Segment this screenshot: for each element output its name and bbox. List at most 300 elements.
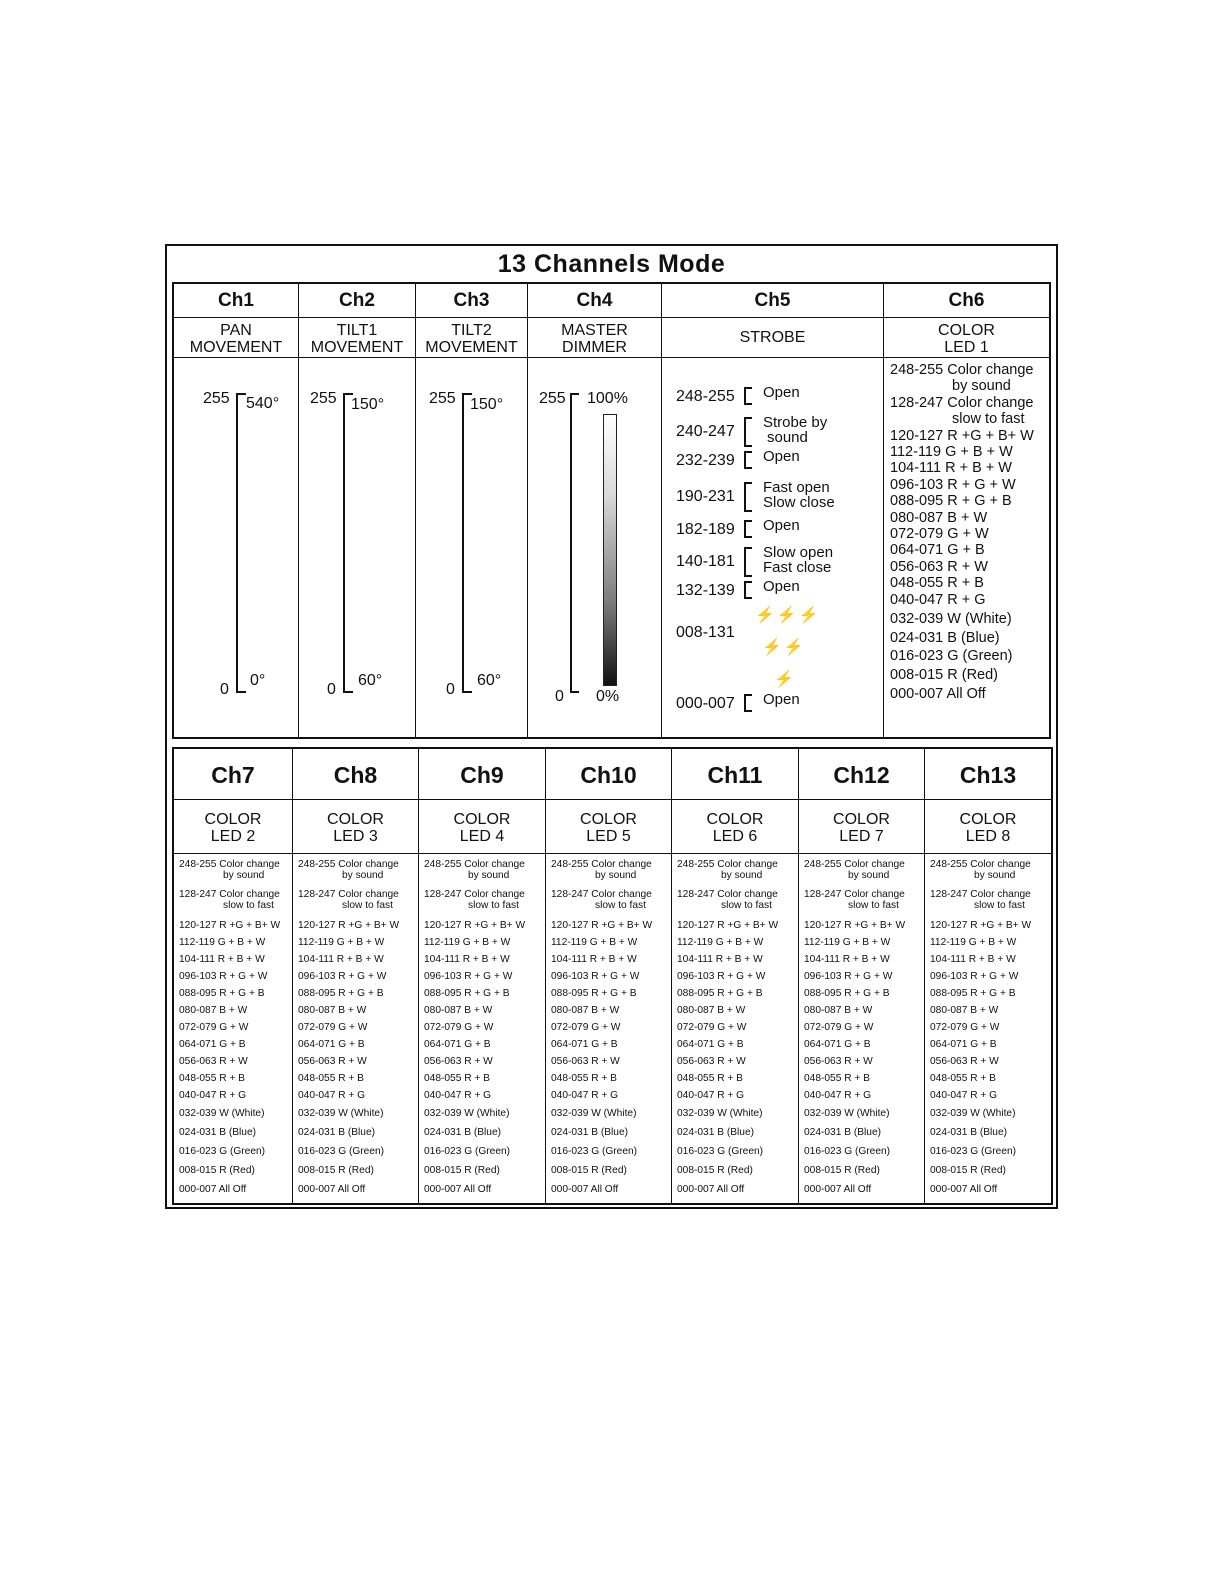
led-value-text: 008-015 R (Red) [930, 1165, 1006, 1176]
strobe-description [763, 449, 800, 464]
scale-top-value: 255 [310, 390, 337, 407]
led-value-text: 120-127 R +G + B+ W [930, 920, 1032, 931]
led-value-list [930, 857, 1050, 1199]
led-value-text: 048-055 R + B [298, 1073, 364, 1084]
led-value-row [424, 1053, 544, 1070]
strobe-bracket [744, 451, 752, 469]
led-value-text: 128-247 Color change [424, 889, 525, 900]
top-channel-table [172, 282, 1051, 739]
led-value-text: 096-103 R + G + W [179, 971, 268, 982]
led-value-text: 056-063 R + W [930, 1056, 999, 1067]
led-value-text: 080-087 B + W [930, 1005, 999, 1016]
channel-function [174, 800, 292, 854]
led-value-text: 064-071 G + B [930, 1039, 997, 1050]
led-value-row [804, 1087, 923, 1104]
led-value-row [890, 428, 1047, 444]
led-value-row [298, 1036, 417, 1053]
led-value-text: 048-055 R + B [179, 1073, 245, 1084]
led-value-row [930, 1053, 1050, 1070]
led-value-row [930, 857, 1050, 887]
led-value-row [930, 1019, 1050, 1036]
led-value-text: 016-023 G (Green) [298, 1146, 385, 1157]
led-value-text: 248-255 Color change [424, 859, 525, 870]
led-value-row [179, 1123, 291, 1142]
led-value-row [890, 526, 1047, 542]
led-value-text: 064-071 G + B [298, 1039, 365, 1050]
scale-top-value: 255 [203, 390, 230, 407]
strobe-description [763, 545, 833, 575]
led-value-text: 032-039 W (White) [551, 1108, 637, 1119]
channel-column-ch13 [925, 749, 1051, 1203]
led-value-text: 024-031 B (Blue) [551, 1127, 629, 1138]
led-value-text: 120-127 R +G + B+ W [890, 427, 1034, 444]
range-scale [299, 359, 415, 737]
channel-function [925, 800, 1051, 854]
function-line: COLOR [959, 811, 1017, 828]
strobe-description [763, 692, 800, 707]
scale-bottom-percent: 0% [596, 688, 620, 705]
led-value-row [930, 1002, 1050, 1019]
scale-top-value: 255 [429, 390, 456, 407]
led-value-row [424, 887, 544, 917]
channel-column-ch7 [174, 749, 293, 1203]
led-value-text: 112-119 G + B + W [179, 937, 266, 948]
function-line: COLOR [453, 811, 511, 828]
led-value-text: 104-111 R + B + W [890, 460, 1012, 477]
led-value-row [890, 444, 1047, 460]
led-value-text: 016-023 G (Green) [804, 1146, 891, 1157]
led-value-text: 072-079 G + W [890, 526, 989, 543]
led-value-text: 032-039 W (White) [298, 1108, 384, 1119]
strobe-range: 182-189 [676, 521, 735, 538]
channel-function [546, 800, 671, 854]
strobe-list [662, 359, 883, 737]
led-value-row [890, 362, 1047, 395]
led-value-row [298, 1104, 417, 1123]
led-value-row [930, 985, 1050, 1002]
led-value-row [804, 968, 923, 985]
channel-function [528, 318, 661, 358]
led-value-text: 040-047 R + G [890, 591, 986, 608]
description-line: Open [763, 448, 800, 465]
scale-top-degree: 540° [246, 395, 280, 412]
led-value-text: 072-079 G + W [677, 1022, 747, 1033]
led-value-text: 128-247 Color change [804, 889, 905, 900]
led-value-row [298, 1002, 417, 1019]
led-value-text: 040-047 R + G [179, 1090, 247, 1101]
scale-bottom-value: 0 [220, 681, 229, 698]
channel-column-ch6 [884, 284, 1049, 737]
led-value-row [551, 1070, 670, 1087]
scale-line [236, 393, 238, 693]
led-value-row [804, 985, 923, 1002]
led-value-row [551, 917, 670, 934]
led-value-text: 000-007 All Off [677, 1184, 745, 1195]
led-value-text: 048-055 R + B [890, 575, 984, 592]
led-value-text: 000-007 All Off [179, 1184, 247, 1195]
led-value-row [298, 1161, 417, 1180]
led-value-row [424, 934, 544, 951]
channel-header: Ch6 [884, 284, 1049, 318]
function-line: COLOR [580, 811, 637, 828]
led-value-text: 112-119 G + B + W [930, 937, 1017, 948]
led-value-row [424, 857, 544, 887]
led-value-text: 088-095 R + G + B [551, 988, 637, 999]
led-value-row [677, 1161, 797, 1180]
led-value-text: 096-103 R + G + W [424, 971, 513, 982]
led-value-text: 008-015 R (Red) [677, 1165, 753, 1176]
led-value-text: 088-095 R + G + B [298, 988, 384, 999]
led-value-row [804, 1002, 923, 1019]
led-value-text: slow to fast [952, 411, 1025, 428]
led-value-row [298, 951, 417, 968]
function-line: MASTER [561, 322, 628, 339]
led-value-row [677, 1142, 797, 1161]
led-value-text: 000-007 All Off [298, 1184, 366, 1195]
led-value-text: 080-087 B + W [551, 1005, 620, 1016]
strobe-bracket [744, 482, 752, 512]
led-value-text: by sound [848, 870, 890, 881]
led-value-row [298, 1142, 417, 1161]
led-value-row [424, 1161, 544, 1180]
led-value-list [298, 857, 417, 1199]
led-value-text: 112-119 G + B + W [551, 937, 638, 948]
channel-header: Ch8 [293, 749, 418, 800]
led-value-text: 248-255 Color change [677, 859, 778, 870]
led-value-row [677, 934, 797, 951]
channel-column-ch3 [416, 284, 528, 737]
led-value-row [551, 1002, 670, 1019]
led-value-text: by sound [223, 870, 265, 881]
led-value-row [890, 611, 1047, 627]
strobe-item [662, 544, 883, 577]
channel-function [672, 800, 798, 854]
led-value-text: 104-111 R + B + W [551, 954, 637, 965]
led-value-text: 056-063 R + W [424, 1056, 493, 1067]
led-value-row [551, 1036, 670, 1053]
led-value-row [551, 1161, 670, 1180]
led-value-row [804, 887, 923, 917]
led-value-text: 024-031 B (Blue) [677, 1127, 755, 1138]
led-value-text: 248-255 Color change [930, 859, 1031, 870]
led-value-row [551, 1019, 670, 1036]
led-value-text: 080-087 B + W [179, 1005, 248, 1016]
strobe-description [763, 415, 827, 445]
range-scale [528, 359, 661, 737]
scale-top-percent: 100% [587, 390, 628, 407]
led-value-text: 064-071 G + B [677, 1039, 744, 1050]
channel-function [799, 800, 924, 854]
led-value-text: slow to fast [342, 900, 393, 911]
led-value-text: 080-087 B + W [298, 1005, 367, 1016]
led-value-text: 088-095 R + G + B [890, 493, 1012, 510]
led-value-text: 120-127 R +G + B+ W [677, 920, 779, 931]
led-value-text: 032-039 W (White) [804, 1108, 890, 1119]
led-value-text: 008-015 R (Red) [890, 667, 998, 684]
color-list [672, 855, 798, 1203]
led-value-row [890, 395, 1047, 428]
led-value-row [890, 575, 1047, 591]
description-line: Open [763, 578, 800, 595]
led-value-row [179, 1070, 291, 1087]
led-value-row [424, 1142, 544, 1161]
scale-top-degree: 150° [470, 396, 504, 413]
led-value-text: 104-111 R + B + W [424, 954, 510, 965]
led-value-text: by sound [974, 870, 1016, 881]
strobe-description [763, 579, 800, 594]
led-value-row [179, 887, 291, 917]
led-value-text: 064-071 G + B [551, 1039, 618, 1050]
led-value-text: 112-119 G + B + W [298, 937, 385, 948]
led-value-row [804, 1070, 923, 1087]
led-value-row [424, 1123, 544, 1142]
led-value-text: by sound [468, 870, 510, 881]
strobe-range: 240-247 [676, 423, 735, 440]
led-value-text: 096-103 R + G + W [298, 971, 387, 982]
channel-column-ch1 [174, 284, 299, 737]
channel-function: STROBE [662, 318, 883, 358]
led-value-text: 072-079 G + W [424, 1022, 494, 1033]
led-value-row [424, 1180, 544, 1199]
channel-header: Ch1 [174, 284, 298, 318]
led-value-row [677, 1070, 797, 1087]
led-value-text: 104-111 R + B + W [677, 954, 763, 965]
strobe-item [662, 479, 883, 512]
description-line: Open [763, 691, 800, 708]
led-value-row [677, 1104, 797, 1123]
led-value-text: 064-071 G + B [804, 1039, 871, 1050]
led-value-row [179, 1161, 291, 1180]
function-line: COLOR [706, 811, 764, 828]
strobe-bolt-icon: ⚡⚡⚡ [755, 607, 821, 624]
led-value-row [298, 1180, 417, 1199]
led-value-row [424, 985, 544, 1002]
function-line: LED 6 [712, 828, 758, 845]
led-value-text: 112-119 G + B + W [424, 937, 511, 948]
led-value-text: 072-079 G + W [930, 1022, 1000, 1033]
channel-column-ch11 [672, 749, 799, 1203]
led-value-row [890, 648, 1047, 664]
led-value-row [298, 934, 417, 951]
led-value-row [804, 857, 923, 887]
led-value-row [804, 1123, 923, 1142]
led-value-text: 032-039 W (White) [930, 1108, 1016, 1119]
color-list [799, 855, 924, 1203]
led-value-text: 072-079 G + W [298, 1022, 368, 1033]
led-value-row [804, 1180, 923, 1199]
led-value-row [298, 887, 417, 917]
led-value-text: 248-255 Color change [298, 859, 399, 870]
channel-column-ch12 [799, 749, 925, 1203]
channel-function [293, 800, 418, 854]
channel-header: Ch10 [546, 749, 671, 800]
led-value-text: slow to fast [848, 900, 899, 911]
channel-header: Ch9 [419, 749, 545, 800]
led-value-text: 024-031 B (Blue) [890, 629, 1000, 646]
led-value-text: 008-015 R (Red) [298, 1165, 374, 1176]
led-value-row [179, 1087, 291, 1104]
led-value-text: 128-247 Color change [551, 889, 652, 900]
strobe-range: 232-239 [676, 452, 735, 469]
led-value-row [804, 1104, 923, 1123]
strobe-description [763, 518, 800, 533]
led-value-row [179, 857, 291, 887]
function-line: MOVEMENT [189, 339, 283, 356]
led-value-text: 048-055 R + B [424, 1073, 490, 1084]
led-value-text: 040-047 R + G [677, 1090, 745, 1101]
led-value-row [930, 887, 1050, 917]
led-value-row [890, 493, 1047, 509]
led-value-row [179, 934, 291, 951]
strobe-description [763, 385, 800, 400]
scale-line [343, 393, 345, 693]
led-value-row [179, 1142, 291, 1161]
led-value-row [930, 968, 1050, 985]
led-value-row [179, 917, 291, 934]
function-line: TILT1 [336, 322, 378, 339]
channel-function [419, 800, 545, 854]
function-line: TILT2 [451, 322, 492, 339]
led-value-text: 024-031 B (Blue) [804, 1127, 882, 1138]
channel-function [299, 318, 415, 358]
led-value-row [890, 686, 1047, 702]
led-value-row [298, 1019, 417, 1036]
led-value-row [551, 951, 670, 968]
led-value-text: 056-063 R + W [890, 558, 988, 575]
led-value-text: 088-095 R + G + B [930, 988, 1016, 999]
channel-column-ch8 [293, 749, 419, 1203]
scale-tick [462, 393, 472, 395]
description-line: Fast close [763, 559, 832, 576]
led-value-row [551, 1180, 670, 1199]
led-value-list [890, 362, 1047, 703]
led-value-text: 016-023 G (Green) [551, 1146, 638, 1157]
led-value-row [677, 857, 797, 887]
strobe-bolt-icon: ⚡ [774, 671, 796, 688]
led-value-text: 080-087 B + W [424, 1005, 493, 1016]
scale-tick [570, 691, 579, 693]
led-value-text: 248-255 Color change [890, 362, 1034, 378]
function-line: COLOR [833, 811, 890, 828]
led-value-row [179, 1002, 291, 1019]
function-line: MOVEMENT [425, 339, 518, 356]
description-line: Fast open [763, 479, 830, 496]
led-value-row [890, 510, 1047, 526]
function-line: PAN [220, 322, 252, 339]
led-value-row [179, 951, 291, 968]
led-value-text: 248-255 Color change [804, 859, 905, 870]
led-value-text: 000-007 All Off [424, 1184, 492, 1195]
led-value-text: 024-031 B (Blue) [298, 1127, 376, 1138]
led-value-text: 088-095 R + G + B [179, 988, 265, 999]
led-value-row [890, 477, 1047, 493]
led-value-text: 128-247 Color change [930, 889, 1031, 900]
strobe-item [662, 384, 883, 417]
channel-column-ch5 [662, 284, 884, 737]
led-value-text: 040-047 R + G [551, 1090, 619, 1101]
description-line: Open [763, 384, 800, 401]
description-line: Slow open [763, 544, 834, 561]
channel-function [884, 318, 1049, 358]
channel-header: Ch12 [799, 749, 924, 800]
led-value-row [179, 985, 291, 1002]
led-value-row [930, 1180, 1050, 1199]
description-line: Strobe by [763, 414, 828, 431]
chart-title: 13 Channels Mode [497, 250, 726, 278]
led-value-row [179, 1180, 291, 1199]
scale-bottom-value: 0 [446, 681, 455, 698]
scale-bottom-degree: 60° [477, 672, 502, 689]
led-value-text: 120-127 R +G + B+ W [179, 920, 281, 931]
led-value-row [298, 985, 417, 1002]
color-list [174, 855, 292, 1203]
led-value-list [677, 857, 797, 1199]
color-list [925, 855, 1051, 1203]
bottom-channel-table [172, 747, 1053, 1205]
led-value-row [424, 1087, 544, 1104]
led-value-text: 056-063 R + W [298, 1056, 367, 1067]
led-value-row [677, 1019, 797, 1036]
led-value-row [677, 968, 797, 985]
led-value-text: slow to fast [721, 900, 772, 911]
led-value-text: 120-127 R +G + B+ W [424, 920, 526, 931]
led-value-row [551, 887, 670, 917]
led-value-text: 088-095 R + G + B [804, 988, 890, 999]
led-value-text: 064-071 G + B [890, 542, 985, 559]
led-value-text: 032-039 W (White) [179, 1108, 265, 1119]
led-value-text: 072-079 G + W [551, 1022, 621, 1033]
led-value-row [424, 968, 544, 985]
led-value-row [890, 592, 1047, 608]
led-value-row [677, 1180, 797, 1199]
led-value-text: by sound [342, 870, 384, 881]
led-value-row [890, 542, 1047, 558]
led-value-row [424, 1070, 544, 1087]
description-line: Slow close [763, 494, 835, 511]
strobe-bracket [744, 547, 752, 577]
strobe-item [662, 414, 883, 447]
led-value-row [804, 934, 923, 951]
led-value-row [551, 1104, 670, 1123]
led-value-text: 072-079 G + W [804, 1022, 874, 1033]
led-value-row [930, 1036, 1050, 1053]
function-line: COLOR [204, 811, 262, 828]
led-value-row [551, 1123, 670, 1142]
scale-top-value: 255 [539, 390, 566, 407]
led-value-text: 128-247 Color change [677, 889, 778, 900]
led-value-row [890, 460, 1047, 476]
strobe-bracket [744, 417, 752, 447]
led-value-text: 048-055 R + B [930, 1073, 996, 1084]
led-value-row [298, 1070, 417, 1087]
led-value-text: 032-039 W (White) [677, 1108, 763, 1119]
led-value-row [424, 917, 544, 934]
led-value-text: by sound [952, 378, 1011, 395]
led-value-text: 040-047 R + G [930, 1090, 998, 1101]
led-value-row [677, 1053, 797, 1070]
led-value-row [424, 1002, 544, 1019]
strobe-bracket [744, 694, 752, 712]
led-value-text: 040-047 R + G [298, 1090, 366, 1101]
led-value-text: 024-031 B (Blue) [179, 1127, 257, 1138]
scale-top-degree: 150° [351, 396, 385, 413]
led-value-text: 072-079 G + W [179, 1022, 249, 1033]
strobe-range: 140-181 [676, 553, 735, 570]
color-list [419, 855, 545, 1203]
led-value-list [179, 857, 291, 1199]
led-value-row [804, 1053, 923, 1070]
scale-bottom-degree: 0° [250, 672, 266, 689]
